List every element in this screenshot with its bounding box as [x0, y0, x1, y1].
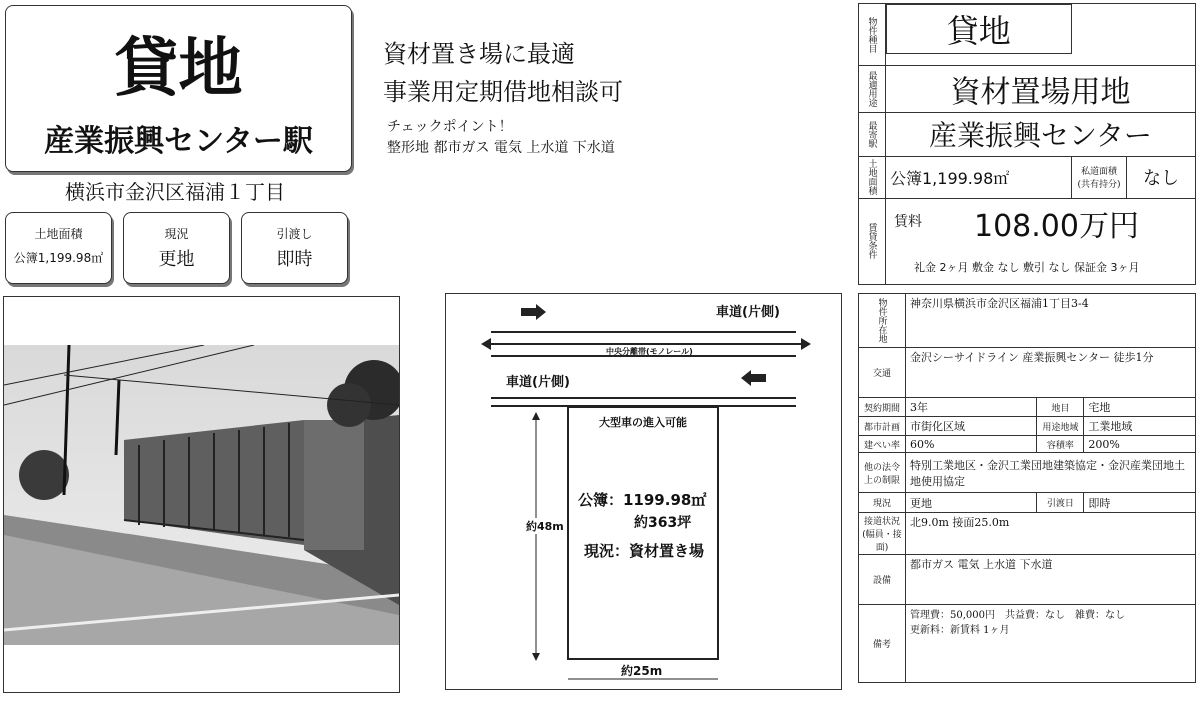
road-bottom-label: 車道(片側) — [506, 375, 570, 390]
photo-frame — [3, 296, 400, 693]
road-label: 接道状況(幅員・接面) — [859, 513, 906, 555]
summary-label: 引渡し — [276, 227, 313, 241]
law-value: 特別工業地区・金沢工業団地建築協定・金沢産業団地土地使用協定 — [906, 453, 1196, 493]
private-road-value: なし — [1127, 156, 1196, 198]
rent-cell — [886, 198, 1196, 284]
far-label: 容積率 — [1037, 436, 1084, 453]
type-value: 貸地 — [886, 4, 1072, 54]
checkpoint-items: 整形地 都市ガス 電気 上水道 下水道 — [387, 140, 615, 156]
summary-value: 公簿1,199.98㎡ — [13, 251, 104, 265]
station-value: 産業振興センター — [886, 113, 1196, 156]
median-label: 中央分離帯(モノレール) — [606, 347, 693, 356]
summary-box-area — [5, 212, 112, 284]
truck-access-note: 大型車の進入可能 — [599, 416, 687, 429]
station-name: 産業振興センター駅 — [44, 124, 313, 159]
summary-value: 更地 — [158, 249, 195, 270]
rent-value: 108.00万円 — [974, 208, 1139, 244]
area-value: 公簿1,199.98㎡ — [886, 156, 1072, 198]
station-label: 最寄駅 — [859, 113, 886, 156]
rent-label: 賃貸条件 — [859, 198, 886, 284]
summary-box-handover — [241, 212, 348, 284]
term-label: 契約期間 — [859, 398, 906, 417]
landcat-label: 地目 — [1037, 398, 1084, 417]
remarks-line-2: 更新料：新賃料 1ヶ月 — [910, 625, 1010, 636]
site-map — [445, 293, 842, 690]
zone-label: 用途地域 — [1037, 417, 1084, 436]
checkpoint-title: チェックポイント！ — [387, 119, 513, 135]
lot-tsubo: 約363坪 — [634, 515, 692, 531]
facility-label: 設備 — [859, 555, 906, 605]
title-box — [5, 5, 352, 172]
address-short: 横浜市金沢区福浦１丁目 — [65, 179, 285, 204]
handover-label: 引渡日 — [1037, 493, 1084, 513]
road-top-label: 車道(片側) — [716, 305, 780, 320]
plan-label: 都市計画 — [859, 417, 906, 436]
zone-value: 工業地域 — [1084, 417, 1196, 436]
facility-value: 都市ガス 電気 上水道 下水道 — [906, 555, 1196, 605]
use-label: 最適用途 — [859, 66, 886, 113]
type-label: 物件種目 — [859, 4, 886, 66]
law-label: 他の法令上の制限 — [859, 453, 906, 493]
landcat-value: 宅地 — [1084, 398, 1196, 417]
site-photo — [4, 345, 399, 645]
location-value: 神奈川県横浜市金沢区福浦1丁目3-4 — [906, 294, 1196, 348]
access-label: 交通 — [859, 348, 906, 398]
current-value: 更地 — [906, 493, 1037, 513]
road-value: 北9.0m 接面25.0m — [906, 513, 1196, 555]
rent-title: 賃料 — [894, 213, 922, 230]
remarks-cell — [906, 605, 1196, 683]
private-road-label: 私道面積(共有持分) — [1072, 156, 1127, 198]
bcr-label: 建ぺい率 — [859, 436, 906, 453]
current-label: 現況 — [859, 493, 906, 513]
area-label: 土地面積 — [859, 156, 886, 198]
appeal-line-1: 資材置き場に最適 — [383, 40, 575, 68]
bcr-value: 60% — [906, 436, 1037, 453]
summary-value: 即時 — [276, 249, 313, 270]
remarks-line-1: 管理費：50,000円 共益費：なし 雑費：なし — [910, 610, 1125, 621]
rent-terms: 礼金 2ヶ月 敷金 なし 敷引 なし 保証金 3ヶ月 — [914, 260, 1140, 274]
appeal-line-2: 事業用定期借地相談可 — [383, 78, 623, 106]
property-type-title: 貸地 — [114, 31, 243, 106]
use-value: 資材置場用地 — [886, 66, 1196, 113]
handover-value: 即時 — [1084, 493, 1196, 513]
lot-area: 公簿：1199.98㎡ — [578, 491, 707, 509]
property-detail-table — [858, 293, 1196, 683]
summary-label: 土地面積 — [34, 227, 83, 241]
lot-status: 現況：資材置き場 — [584, 542, 705, 560]
term-value: 3年 — [906, 398, 1037, 417]
summary-box-status — [123, 212, 230, 284]
summary-label: 現況 — [164, 227, 189, 241]
access-value: 金沢シーサイドライン 産業振興センター 徒歩1分 — [906, 348, 1196, 398]
lot-width: 約25m — [621, 664, 663, 678]
remarks-label: 備考 — [859, 605, 906, 683]
plan-value: 市街化区域 — [906, 417, 1037, 436]
lot-depth: 約48m — [526, 520, 564, 533]
property-summary-table — [858, 3, 1196, 285]
far-value: 200% — [1084, 436, 1196, 453]
location-label: 物件所在地 — [859, 294, 906, 348]
